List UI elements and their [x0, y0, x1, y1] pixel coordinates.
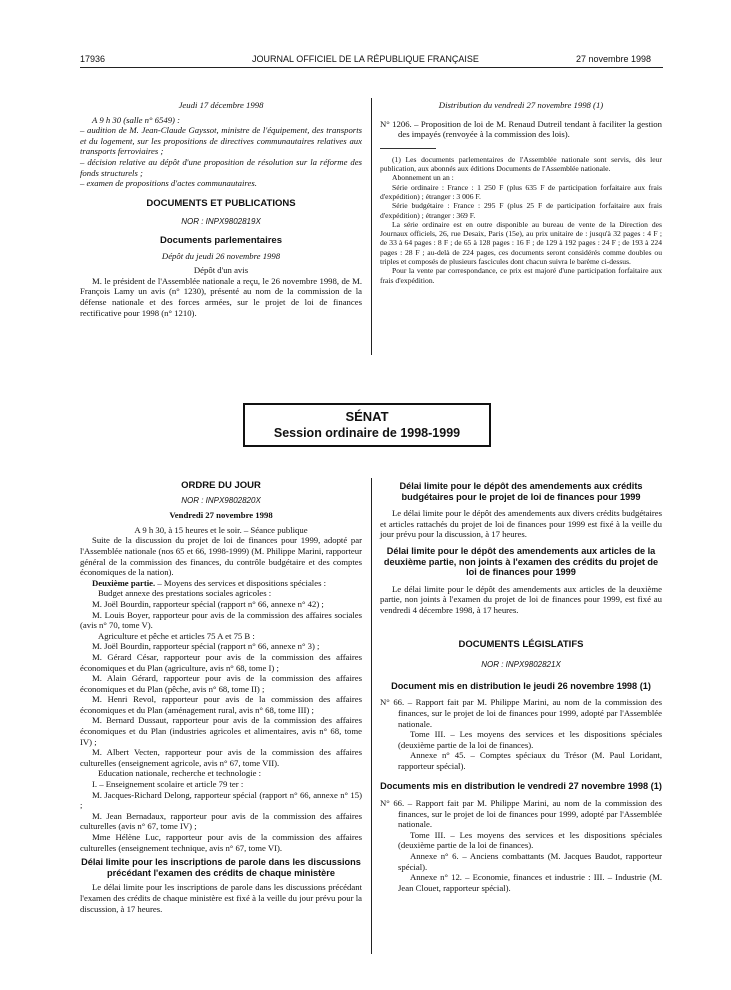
budget-heading: Budget annexe des prestations sociales agricoles : [98, 588, 272, 599]
nor-code: NOR : INPX9802819X [181, 217, 261, 227]
session-title: Session ordinaire de 1998-1999 [273, 426, 461, 440]
delai-text: Le délai limite pour les inscriptions de parole dans les discussions précédant l'examen des crédits de chaque ministère est fixé à la veille du jour prévu pour la discussion, à 17 heures. [80, 882, 362, 914]
document-item: N° 66. – Rapport fait par M. Philippe Marini, au nom de la commission des finances, sur le projet de loi de finances pour 1999, adopté par l'Assemblée nationale. [380, 798, 662, 830]
speaker-list [80, 588, 362, 853]
document-annexe: Annexe n° 12. – Economie, finances et industrie : III. – Industrie (M. Jean Clouet, rapporteur spécial). [398, 872, 662, 893]
header-date: 27 novembre 1998 [575, 54, 651, 64]
document-tome: Tome III. – Les moyens des services et les dispositions spéciales (deuxième partie de la loi de finances). [398, 829, 662, 851]
nor-code: NOR : INPX9802820X [181, 495, 261, 505]
speaker-line: M. Louis Boyer, rapporteur pour avis de la commission des affaires sociales (avis n° 70, tome V). [80, 609, 362, 631]
journal-title: JOURNAL OFFICIEL DE LA RÉPUBLIQUE FRANÇAISE [252, 54, 479, 64]
subscription-heading: Abonnement un an : [392, 173, 454, 183]
page-header [0, 54, 731, 68]
agenda-item: – examen de propositions d'actes communautaires. [80, 178, 257, 189]
budget-heading: Agriculture et pêche et articles 75 A et 75 B : [98, 630, 255, 641]
agenda-item: – décision relative au dépôt d'une proposition de résolution sur la réforme des fonds structurels ; [80, 156, 362, 178]
speaker-line: I. – Enseignement scolaire et article 79 ter : [92, 779, 244, 790]
order-title: ORDRE DU JOUR [181, 480, 261, 491]
legislative-docs-title: DOCUMENTS LÉGISLATIFS [458, 638, 584, 650]
serie-ordinaire: Série ordinaire : France : 1 250 F (plus 635 F de participation forfaitaire aux frais d'expédition) ; étranger : 3 006 F. [380, 182, 662, 201]
distribution-item: N° 1206. – Proposition de loi de M. Renaud Dutreil tendant à faciliter la gestion des impayés (renvoyée à la commission des lois). [380, 118, 662, 140]
speaker-line: M. Alain Gérard, rapporteur pour avis de la commission des affaires économiques et du Plan (pêche, avis n° 68, tome II) ; [80, 673, 362, 694]
document-annexe: Annexe n° 45. – Comptes spéciaux du Trésor (M. Paul Loridant, rapporteur spécial). [398, 750, 662, 771]
section-title: DOCUMENTS ET PUBLICATIONS [146, 197, 296, 209]
speaker-line: Mme Hélène Luc, rapporteur pour avis de la commission des affaires culturelles (enseignement technique, avis n° 67, tome VI). [80, 832, 362, 853]
agenda-time: A 9 h 30 (salle n° 6549) : [92, 114, 181, 125]
delai-credits-title: Délai limite pour le dépôt des amendements aux crédits budgétaires pour le projet de loi de finances pour 1999 [399, 481, 643, 502]
subsection-title: Documents parlementaires [160, 234, 282, 246]
page-number: 17936 [80, 54, 106, 64]
top-right-column [380, 100, 662, 285]
deposit-text: M. le président de l'Assemblée nationale a reçu, le 26 novembre 1998, de M. François Lamy un avis (n° 1230), présenté au nom de la commission de la défense nationale et des forces armées, sur le projet de loi de finances rectificative pour 1998 (n° 1210). [80, 275, 362, 318]
deposit-date: Dépôt du jeudi 26 novembre 1998 [161, 250, 281, 261]
budget-heading: Education nationale, recherche et technologie : [98, 768, 262, 779]
distribution-title: Documents mis en distribution le vendredi 27 novembre 1998 (1) [380, 781, 662, 792]
part-heading: Deuxième partie. – Moyens des services et dispositions spéciales : [92, 577, 327, 588]
speaker-line: M. Albert Vecten, rapporteur pour avis de la commission des affaires culturelles (enseignement agricole, avis n° 67, tome VII). [80, 747, 362, 768]
speaker-line: M. Gérard César, rapporteur pour avis de la commission des affaires économiques et du Plan (agriculture, avis n° 68, tome I) ; [80, 651, 362, 673]
speaker-line: M. Jacques-Richard Delong, rapporteur spécial (rapport n° 66, annexe n° 15) ; [80, 789, 362, 811]
delai-articles-text: Le délai limite pour le dépôt des amendements aux articles de la deuxième partie, non joints à l'examen du projet de loi de finances pour 1999, est fixé au vendredi 4 décembre 1998, à 17 heures. [380, 583, 662, 615]
top-left-column [80, 100, 362, 318]
serie-budgetaire: Série budgétaire : France : 295 F (plus 25 F de participation forfaitaire aux frais d'expédition) ; étranger : 369 F. [380, 201, 662, 220]
footnote: (1) Les documents parlementaires de l'Assemblée nationale sont servis, dès leur publication, aux abonnés aux éditions Documents de l'Assemblée nationale. [380, 154, 662, 174]
delai-articles-title: Délai limite pour le dépôt des amendements aux articles de la deuxième partie, non joints à l'examen des crédits du projet de loi de finances pour 1999 [383, 545, 659, 578]
agenda-item: – audition de M. Jean-Claude Gayssot, ministre de l'équipement, des transports et du logement, sur les propositions de directives communautaires relatives aux transports ferroviaires ; [80, 125, 362, 157]
column-divider [371, 478, 372, 954]
session-time: A 9 h 30, à 15 heures et le soir. – Séance publique [134, 524, 308, 535]
distribution-title: Document mis en distribution le jeudi 26 novembre 1998 (1) [391, 680, 651, 691]
document-annexe: Annexe n° 6. – Anciens combattants (M. Jacques Baudot, rapporteur spécial). [398, 851, 662, 872]
distribution-heading: Distribution du vendredi 27 novembre 1998 (1) [438, 100, 604, 110]
agenda-date: Jeudi 17 décembre 1998 [178, 100, 264, 110]
order-of-day-column [80, 481, 362, 914]
mail-order-info: Pour la vente par correspondance, ce prix est majoré d'une participation forfaitaire aux frais d'expédition. [380, 266, 662, 285]
senat-title: SÉNAT [345, 409, 389, 424]
senat-banner [243, 403, 491, 447]
speaker-line: M. Joël Bourdin, rapporteur spécial (rapport n° 66, annexe n° 42) ; [92, 598, 324, 609]
nor-code: NOR : INPX9802821X [481, 660, 561, 670]
bottom-right-column [380, 481, 662, 893]
sale-info: La série ordinaire est en outre disponible au bureau de vente de la Direction des Journaux officiels, 26, rue Desaix, Paris (15e), au prix unitaire de : jusqu'à 32 pages : 4 F ; de 33 à 64 pages : 8 F ; de 65 à 128 pages : 16 F ; de 129 à 192 pages : 24 F ; de 193 à 224 pages : 28 F ; au-delà de 224 pages, ces documents seront considérés comme doubles ou triples et composés de plusieurs fascicules dont chacun suivra le barème ci-dessus. [380, 219, 662, 267]
speaker-line: M. Henri Revol, rapporteur pour avis de la commission des affaires économiques et du Plan (aménagement rural, avis n° 68, tome III) ; [80, 694, 362, 715]
session-date: Vendredi 27 novembre 1998 [169, 510, 273, 521]
speaker-line: M. Bernard Dussaut, rapporteur pour avis de la commission des affaires économiques et du Plan (industries agricoles et alimentaires, avis n° 68, tome IV) ; [80, 715, 362, 747]
document-item: N° 66. – Rapport fait par M. Philippe Marini, au nom de la commission des finances, sur le projet de loi de finances pour 1999, adopté par l'Assemblée nationale. [380, 697, 662, 729]
footnote-rule [380, 148, 436, 149]
delai-credits-text: Le délai limite pour le dépôt des amendements aux divers crédits budgétaires et articles rattachés du projet de loi de finances pour 1999 est fixé à la veille du jour prévu pour la discussion, à 17 heures. [380, 508, 662, 540]
discussion-intro: Suite de la discussion du projet de loi de finances pour 1999, adopté par l'Assemblée nationale (nos 65 et 66, 1998-1999) (M. Philippe Marini, rapporteur général de la commission des finances, du contrôle budgétaire et des comptes économiques de la nation). [80, 535, 362, 578]
header-rule [80, 67, 663, 68]
speaker-line: M. Jean Bernadaux, rapporteur pour avis de la commission des affaires culturelles (avis n° 67, tome IV) ; [80, 810, 362, 832]
column-divider [371, 98, 372, 355]
speaker-line: M. Joël Bourdin, rapporteur spécial (rapport n° 66, annexe n° 3) ; [92, 641, 320, 652]
deposit-heading: Dépôt d'un avis [193, 265, 249, 276]
document-tome: Tome III. – Les moyens des services et les dispositions spéciales (deuxième partie de la loi de finances). [398, 729, 662, 750]
delai-title: Délai limite pour les inscriptions de parole dans les discussions précédant l'examen des crédits de chaque ministère [81, 857, 361, 878]
